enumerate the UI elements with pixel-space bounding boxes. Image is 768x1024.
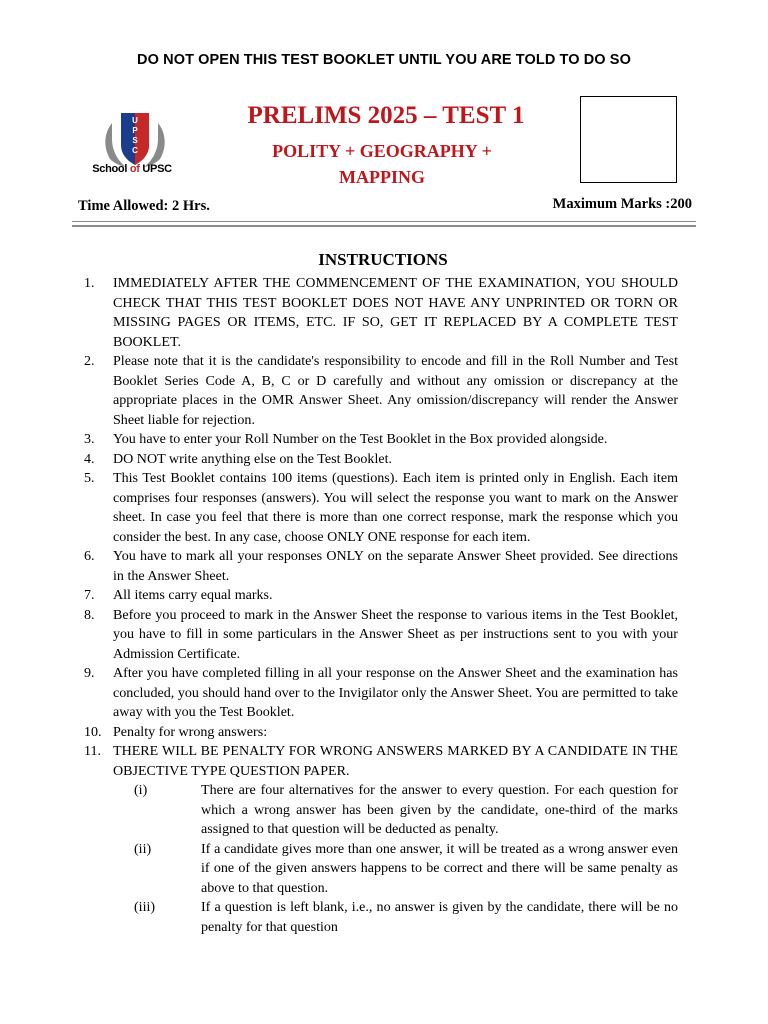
instructions-list [84,274,678,937]
instruction-text: Before you proceed to mark in the Answer Sheet the response to various items in the Test Booklet, you have to fill in some particulars in the Answer Sheet as per instructions sent to you with your Admission Certificate. [113,606,678,662]
instruction-item [84,664,678,723]
maximum-marks: Maximum Marks :200 [552,196,692,212]
header-divider-thick [72,225,696,227]
instruction-number: 8. [84,606,95,623]
instruction-item [84,586,678,606]
test-title: PRELIMS 2025 – TEST 1 [247,102,525,129]
penalty-point [84,840,678,899]
roll-number-box[interactable] [580,96,677,183]
instruction-text: All items carry equal marks. [113,587,273,603]
logo-letter-s: S [132,136,138,145]
instruction-text: Penalty for wrong answers: [113,723,268,740]
penalty-point [84,898,678,937]
instruction-number: 11. [84,743,102,759]
instruction-number: 7. [84,587,95,603]
instruction-number: 3. [84,431,95,447]
logo-name-of: of [129,163,140,175]
penalty-point-text: If a question is left blank, i.e., no answer is given by the candidate, there will be no penalty for that question [201,899,678,935]
instruction-number: 1. [84,275,95,291]
penalty-point-text: There are four alternatives for the answer to every question. For each question for which a wrong answer has been given by the candidate, one-third of the marks assigned to that question will be deducted as penalty. [201,782,678,837]
logo-name-upsc: UPSC [139,163,172,175]
instruction-item [84,606,678,665]
penalty-point [84,781,678,840]
instruction-item [84,547,678,586]
header-divider [72,221,696,222]
instruction-text: After you have completed filling in all your response on the Answer Sheet and the examination has concluded, you should hand over to the Invigilator only the Answer Sheet. You are permitted to take away with you the Test Booklet. [113,665,678,720]
logo-name-school: School [92,163,130,175]
instruction-text: You have to enter your Roll Number on the Test Booklet in the Box provided alongside. [113,431,608,447]
instruction-number: 10. [84,723,102,740]
instruction-text: Please note that it is the candidate's responsibility to encode and fill in the Roll Number and Test Booklet Series Code A, B, C or D carefully and without any omission or discrepancy at the appropriate places in the OMR Answer Sheet. Any omission/discrepancy will render the Answer Sheet liable for rejection. [113,353,678,428]
instruction-item [84,352,678,430]
instruction-item [84,469,678,547]
penalty-point-number: (ii) [134,840,152,857]
instruction-item [84,430,678,450]
penalty-point-number: (i) [134,782,148,798]
instruction-text: DO NOT write anything else on the Test Booklet. [113,450,393,467]
logo-letter-c: C [132,146,138,155]
instruction-text: You have to mark all your responses ONLY on the separate Answer Sheet provided. See directions in the Answer Sheet. [113,548,678,584]
instruction-text: This Test Booklet contains 100 items (questions). Each item is printed only in English. Each item comprises four responses (answers). You will select the response you want to mark on the Answer sheet. In case you feel that there is more than one correct response, mark the response which you consider the best. In any case, choose ONLY ONE response for each item. [113,470,678,545]
instruction-item [84,450,678,470]
instruction-number: 6. [84,548,95,564]
test-subjects: POLITY + GEOGRAPHY + MAPPING [272,141,492,187]
logo-letter-p: P [132,126,138,135]
instruction-number: 5. [84,470,95,486]
instructions-heading: INSTRUCTIONS [318,250,448,269]
instruction-item [84,723,678,743]
instruction-number: 9. [84,665,95,681]
time-allowed: Time Allowed: 2 Hrs. [78,198,210,214]
logo-letter-u: U [132,116,138,125]
instruction-text: THERE WILL BE PENALTY FOR WRONG ANSWERS MARKED BY A CANDIDATE IN THE OBJECTIVE TYPE QUESTION PAPER. [113,743,678,779]
penalty-point-number: (iii) [134,899,156,915]
penalty-point-text: If a candidate gives more than one answer, it will be treated as a wrong answer even if one of the given answers happens to be correct and there will be same penalty as above to that question. [201,840,678,896]
instruction-item [84,274,678,352]
instruction-item [84,742,678,781]
instruction-number: 4. [84,450,95,467]
logo-name [78,163,186,175]
instruction-number: 2. [84,353,95,369]
instruction-text: IMMEDIATELY AFTER THE COMMENCEMENT OF THE EXAMINATION, YOU SHOULD CHECK THAT THIS TEST BOOKLET DOES NOT HAVE ANY UNPRINTED OR TORN OR MISSING PAGES OR ITEMS, ETC. IF SO, GET IT REPLACED BY A COMPLETE TEST BOOKLET. [113,275,678,350]
do-not-open-warning: DO NOT OPEN THIS TEST BOOKLET UNTIL YOU ARE TOLD TO DO SO [137,52,631,68]
